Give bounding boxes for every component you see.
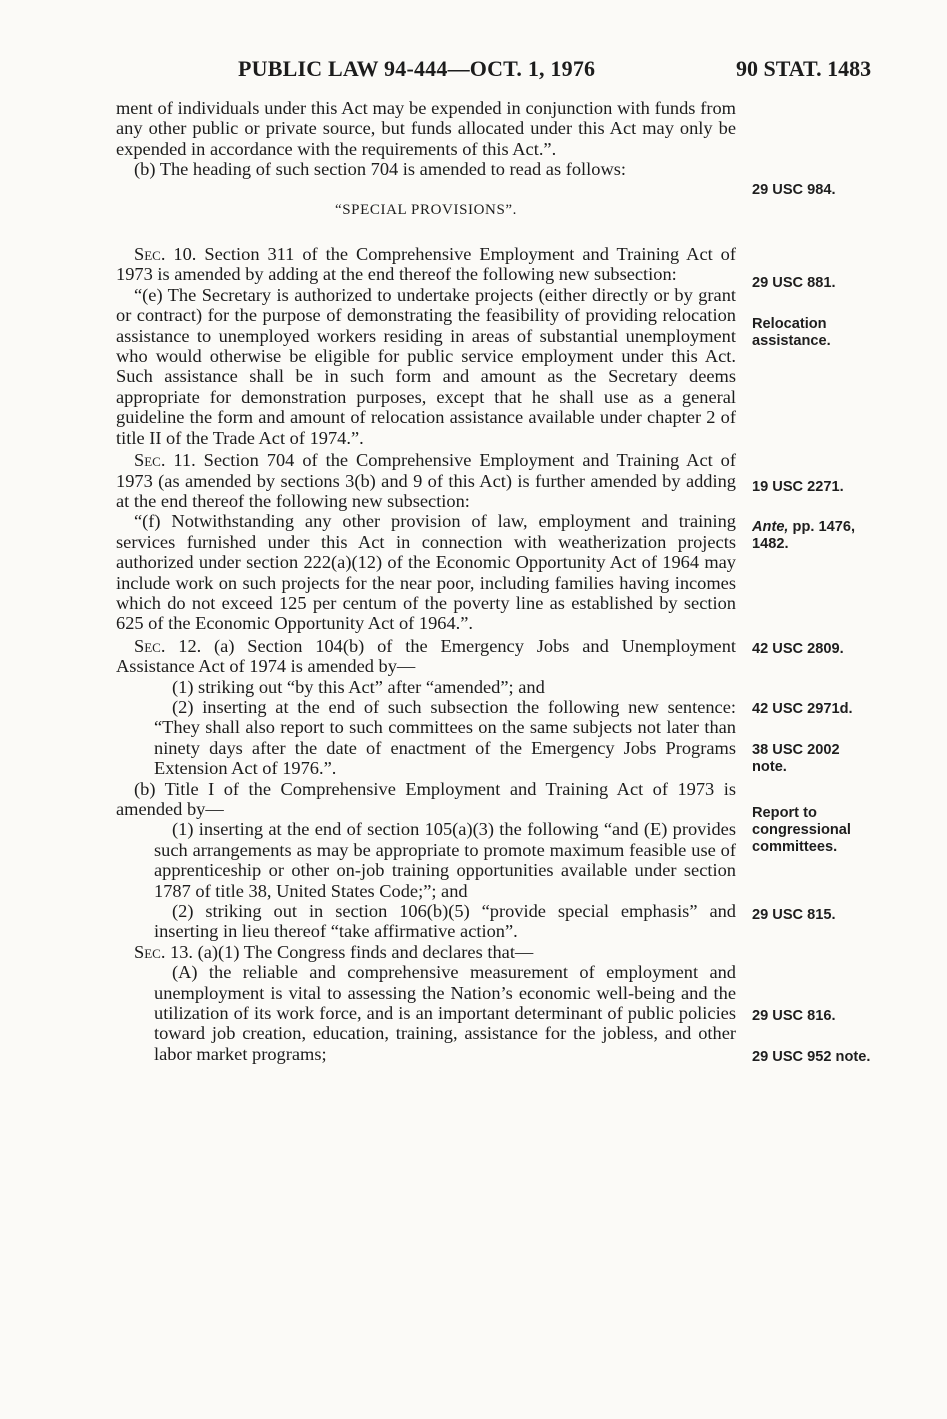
section-12-b: (b) Title I of the Comprehensive Employment and Training Act of 1973 is amended by— <box>116 778 736 819</box>
section-13-text: (a)(1) The Congress finds and declares that— <box>193 941 534 962</box>
margin-note-line: note. <box>752 759 787 775</box>
margin-note-line: committees. <box>752 839 838 855</box>
margin-note-19-usc-2271: 19 USC 2271. <box>752 479 844 495</box>
margin-note-line: 1482. <box>752 536 789 552</box>
section-11-quote: “(f) Notwithstanding any other provision of law, employment and training services furnished under this Act in connection with weatherization projects authorized under section 222(a)(12) of the Economic Opportunity Act of 1964 may include work on such projects for the near poor, including families having incomes which do not exceed 125 per centum of the poverty line as established by section 625 of the Economic Opportunity Act of 1964.”. <box>116 511 736 634</box>
margin-note-ante-pages: pp. 1476, <box>788 519 855 535</box>
section-10-text: Section 311 of the Comprehensive Employment and Training Act of 1973 is amended by adding at the end thereof the following new subsection: <box>116 244 736 285</box>
statute-page-number: 90 STAT. 1483 <box>736 56 872 81</box>
section-12 <box>116 636 736 677</box>
margin-note-42-usc-2971d: 42 USC 2971d. <box>752 701 853 717</box>
margin-note-line: congressional <box>752 822 851 838</box>
section-heading-special-provisions: “SPECIAL PROVISIONS”. <box>334 201 518 218</box>
section-13-item-A: (A) the reliable and comprehensive measurement of employment and unemployment is vital to assessing the Nation’s economic well-being and the utilization of its work force, and is an important determinant of public policies toward job creation, education, training, assistance for the jobless, and other labor market programs; <box>154 962 736 1064</box>
section-13 <box>116 942 736 962</box>
section-11 <box>116 450 736 511</box>
section-10-label: Sec. 10. <box>134 244 197 265</box>
margin-note-report-to-committees <box>752 805 912 856</box>
section-12-item-2: (2) inserting at the end of such subsection the following new sentence: “They shall also report to such committees on the same subjects not later than ninety days after the date of enactment of the Emergency Jobs Programs Extension Act of 1976.”. <box>154 696 736 779</box>
paragraph-heading-amendment: (b) The heading of such section 704 is amended to read as follows: <box>134 159 626 180</box>
section-11-text: Section 704 of the Comprehensive Employment and Training Act of 1973 (as amended by sections 3(b) and 9 of this Act) is further amended by adding at the end thereof the following new subsection: <box>116 450 736 511</box>
section-10 <box>116 244 736 285</box>
margin-note-line <box>752 519 912 536</box>
section-12-b-item-1: (1) inserting at the end of section 105(a)(3) the following “and (E) provides such arrangements as may be appropriate to promote maximum feasible use of apprenticeship or other on-job training opportunities available under section 1787 of title 38, United States Code;”; and <box>154 819 736 901</box>
section-12-item-1: (1) striking out “by this Act” after “amended”; and <box>172 676 545 697</box>
section-12-b-item-2: (2) striking out in section 106(b)(5) “provide special emphasis” and inserting in lieu thereof “take affirmative action”. <box>154 901 736 942</box>
margin-note-29-usc-984: 29 USC 984. <box>752 182 836 198</box>
margin-note-line: Relocation <box>752 316 827 332</box>
paragraph-continuation: ment of individuals under this Act may be expended in conjunction with funds from any other public or private source, but funds allocated under this Act may only be expended in accordance with the requirements of this Act.”. <box>116 98 736 159</box>
section-13-label: Sec. 13. <box>134 941 194 962</box>
margin-note-38-usc-2002 <box>752 742 912 776</box>
margin-note-line: Report to <box>752 805 817 821</box>
margin-note-29-usc-881: 29 USC 881. <box>752 275 836 291</box>
section-12-text: (a) Section 104(b) of the Emergency Jobs and Unemployment Assistance Act of 1974 is amended by— <box>116 635 737 677</box>
margin-note-42-usc-2809: 42 USC 2809. <box>752 641 844 657</box>
section-12-label: Sec. 12. <box>134 635 202 656</box>
margin-note-ante <box>752 519 912 553</box>
margin-note-ante-italic: Ante, <box>752 519 789 535</box>
section-10-quote: “(e) The Secretary is authorized to undertake projects (either directly or by grant or contract) for the purpose of demonstrating the feasibility of providing relocation assistance to unemployed workers residing in areas of substantial unemployment who would otherwise be eligible for public service employment under this Act. Such assistance shall be in such form and amount as the Secretary deems appropriate for demonstration purposes, except that he shall use as a general guideline the form and amount of relocation assistance available under chapter 2 of title II of the Trade Act of 1974.”. <box>116 284 736 448</box>
body-text <box>116 98 736 1064</box>
section-11-label: Sec. 11. <box>134 450 196 471</box>
running-header-title: PUBLIC LAW 94-444—OCT. 1, 1976 <box>238 56 596 81</box>
margin-note-29-usc-816: 29 USC 816. <box>752 1008 836 1024</box>
margin-note-29-usc-952-note: 29 USC 952 note. <box>752 1049 871 1065</box>
margin-note-line: 38 USC 2002 <box>752 742 840 758</box>
margin-note-29-usc-815: 29 USC 815. <box>752 907 836 923</box>
margin-note-relocation-assistance <box>752 316 912 350</box>
margin-note-line: assistance. <box>752 333 831 349</box>
